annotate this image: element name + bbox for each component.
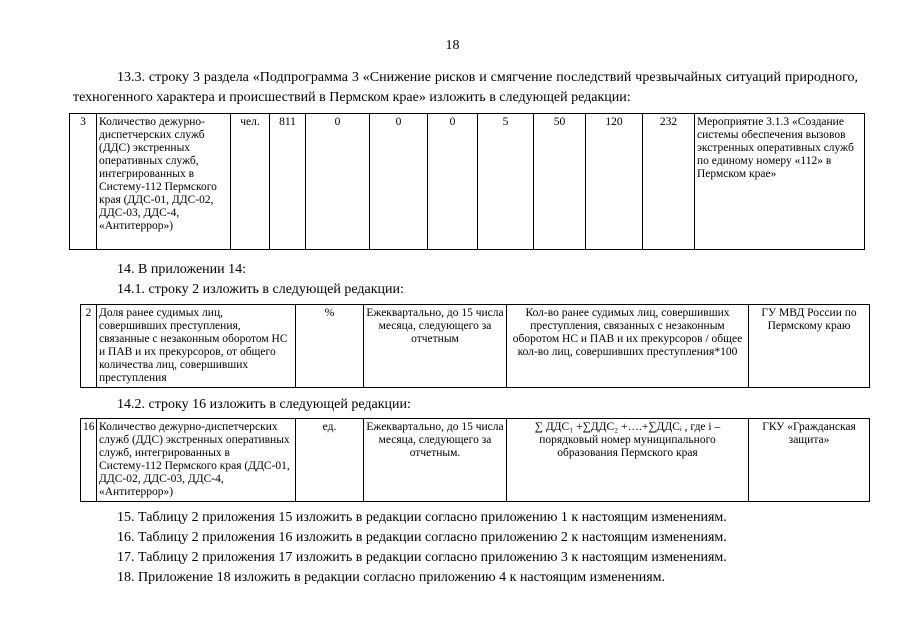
value-cell: 0 — [370, 114, 428, 250]
event-description: Мероприятие 3.1.3 «Создание системы обеспечения вызовов экстренных оперативных служб по единому номеру «112» в Пермском крае» — [695, 114, 865, 250]
responsible-organization: ГУ МВД России по Пермскому краю — [749, 305, 870, 388]
paragraph-14-1: 14.1. строку 2 изложить в следующей редакции: — [117, 282, 404, 297]
value-cell: 120 — [586, 114, 643, 250]
value-cell: 5 — [478, 114, 534, 250]
unit: чел. — [231, 114, 270, 250]
paragraph-17: 17. Таблицу 2 приложения 17 изложить в редакции согласно приложению 3 к настоящим изменениям. — [117, 550, 727, 565]
paragraph-15: 15. Таблицу 2 приложения 15 изложить в редакции согласно приложению 1 к настоящим изменениям. — [117, 510, 727, 525]
row-number: 3 — [70, 114, 97, 250]
row-number: 16 — [81, 419, 97, 502]
indicator-name: Доля ранее судимых лиц, совершивших преступления, связанные с незаконным оборотом НС и ПАВ и их прекурсоров, от общего количества лиц, совершивших преступления — [97, 305, 296, 388]
responsible-organization: ГКУ «Гражданская защита» — [749, 419, 870, 502]
reporting-period: Ежеквартально, до 15 числа месяца, следующего за отчетным. — [364, 419, 507, 502]
unit: % — [296, 305, 364, 388]
calculation-formula: ∑ ДДС₁ +∑ДДС₂ +….+∑ДДСᵢ , где i – порядковый номер муниципального образования Пермского края — [507, 419, 749, 502]
value-cell: 50 — [534, 114, 586, 250]
value-cell: 0 — [428, 114, 478, 250]
paragraph-14: 14. В приложении 14: — [117, 262, 247, 277]
paragraph-14-2: 14.2. строку 16 изложить в следующей редакции: — [117, 397, 411, 412]
indicator-name: Количество дежурно-диспетчерских служб (ДДС) экстренных оперативных служб, интегрированных в Систему-112 Пермского края (ДДС-01, ДДС-02, ДДС-03, ДДС-4, «Антитеррор») — [97, 114, 231, 250]
reporting-period: Ежеквартально, до 15 числа месяца, следующего за отчетным — [364, 305, 507, 388]
paragraph-13-3: 13.3. строку 3 раздела «Подпрограмма 3 «Снижение рисков и смягчение последствий чрезвычайных ситуаций природного, техногенного характера и происшествий в Пермском крае» изложить в следующей редакции: — [73, 70, 858, 105]
value-cell: 811 — [270, 114, 306, 250]
indicator-name: Количество дежурно-диспетчерских служб (ДДС) экстренных оперативных служб, интегрированных в Систему-112 Пермского края (ДДС-01, ДДС-02, ДДС-03, ДДС-4, «Антитеррор») — [97, 419, 296, 502]
page-number: 18 — [445, 38, 460, 53]
value-cell: 0 — [306, 114, 370, 250]
paragraph-16: 16. Таблицу 2 приложения 16 изложить в редакции согласно приложению 2 к настоящим изменениям. — [117, 530, 727, 545]
paragraph-18: 18. Приложение 18 изложить в редакции согласно приложению 4 к настоящим изменениям. — [117, 570, 665, 585]
table-row-2 — [80, 304, 870, 388]
table-row-16 — [80, 418, 870, 502]
calculation-formula: Кол-во ранее судимых лиц, совершивших преступления, связанных с незаконным оборотом НС и ПАВ и их прекурсоров / общее кол-во лиц, совершивших преступления*100 — [507, 305, 749, 388]
value-cell: 232 — [643, 114, 695, 250]
row-number: 2 — [81, 305, 97, 388]
table-row-3 — [69, 113, 865, 250]
unit: ед. — [296, 419, 364, 502]
